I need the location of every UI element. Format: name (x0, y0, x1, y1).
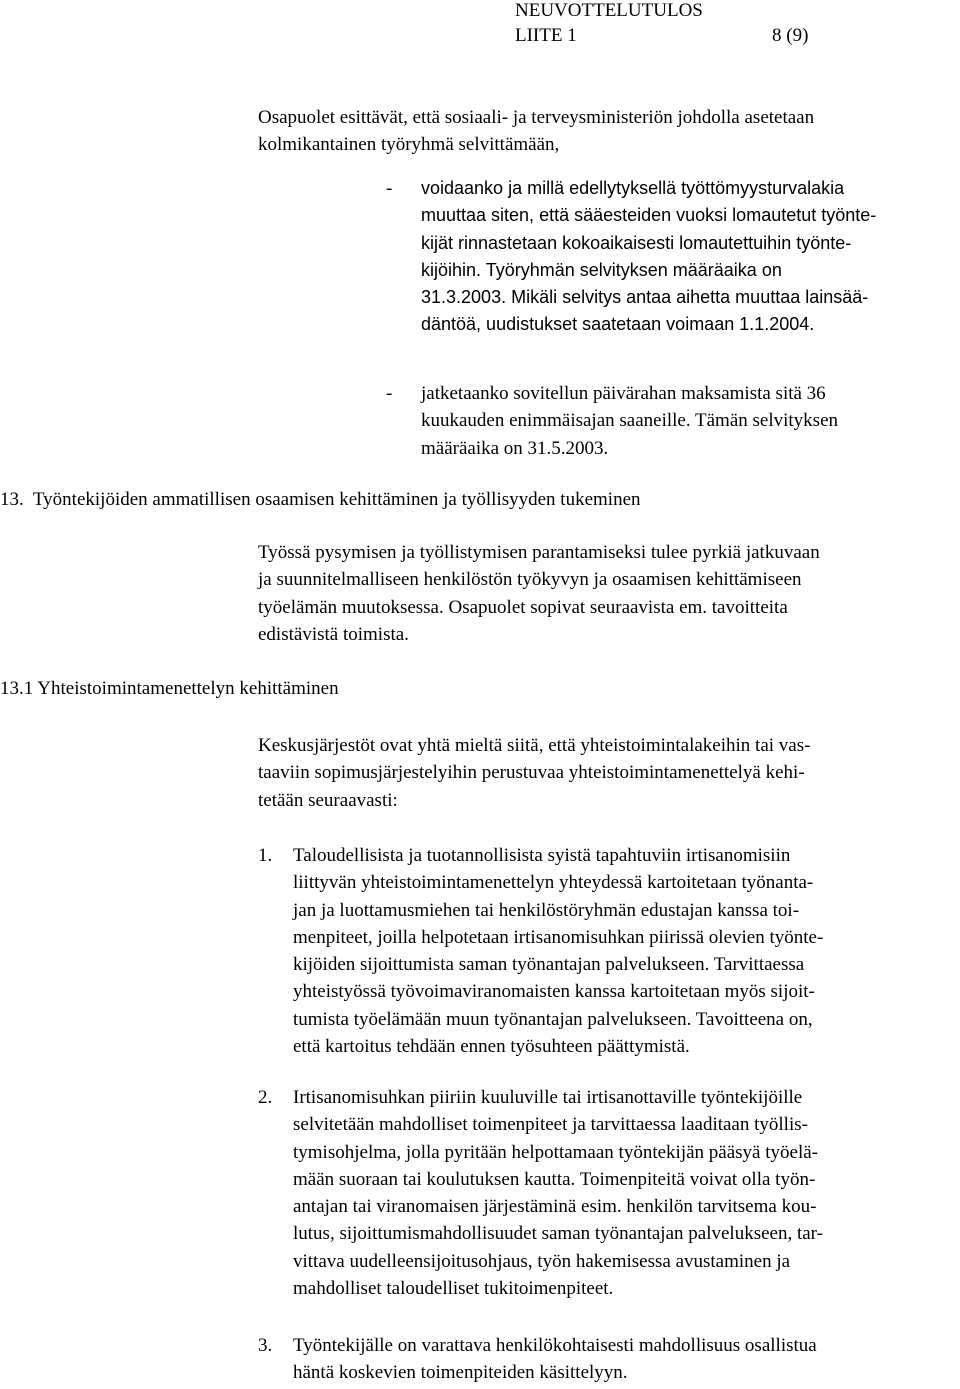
text-line: Työssä pysymisen ja työllistymisen parantamiseksi tulee pyrkiä jatkuvaan (258, 542, 820, 563)
appendix-label: LIITE 1 (515, 25, 577, 46)
text-line: lutus, sijoittumismahdollisuudet saman työnantajan palvelukseen, tar- (293, 1223, 823, 1245)
bullet-text (421, 380, 838, 462)
bullet-text (421, 175, 876, 339)
text-line: että kartoitus tehdään ennen työsuhteen päättymistä. (293, 1036, 690, 1058)
text-line: liittyvän yhteistoimintamenettelyn yhteydessä kartoitetaan työnanta- (293, 872, 814, 894)
text-line: yhteistyössä työvoimaviranomaisten kanssa kartoitetaan myös sijoit- (293, 981, 815, 1003)
text-line: jan ja luottamusmiehen tai henkilöstöryhmän edustajan kanssa toi- (293, 899, 800, 921)
text-line: muuttaa siten, että sääesteiden vuoksi lomautetut työnte- (421, 205, 877, 226)
text-line: kijöihin. Työryhmän selvityksen määräaika on (421, 259, 782, 280)
text-line: mään suoraan tai koulutuksen kautta. Toimenpiteitä voivat olla työn- (293, 1168, 816, 1190)
section-13-1-heading: 13.1 Yhteistoimintamenettelyn kehittäminen (0, 678, 339, 699)
text-line: ja suunnitelmalliseen henkilöstön työkyvyn ja osaamisen kehittämiseen (258, 569, 802, 591)
text-line: menpiteet, joilla helpotetaan irtisanomisuhkan piirissä olevien työnte- (293, 926, 824, 948)
section-13-heading: 13. Työntekijöiden ammatillisen osaamisen kehittäminen ja työllisyyden tukeminen (0, 489, 641, 510)
text-line: Työntekijälle on varattava henkilökohtaisesti mahdollisuus osallistua (293, 1335, 817, 1356)
text-line: 31.3.2003. Mikäli selvitys antaa aihetta muuttaa lainsää- (421, 287, 869, 308)
item-text (293, 1332, 817, 1387)
item-number: 1. (258, 845, 273, 866)
text-line: kijät rinnastetaan kokoaikaisesti lomautettuihin työnte- (421, 232, 852, 253)
text-line: däntöä, uudistukset saatetaan voimaan 1.1.2004. (421, 314, 815, 335)
item-number: 3. (258, 1335, 273, 1356)
intro-paragraph (258, 104, 814, 159)
text-line: mahdolliset taloudelliset tukitoimenpiteet. (293, 1278, 614, 1300)
text-line: jatketaanko sovitellun päivärahan maksamista sitä 36 (421, 383, 826, 404)
text-line: Keskusjärjestöt ovat yhtä mieltä siitä, että yhteistoimintalakeihin tai vas- (258, 735, 811, 756)
bullet-marker: - (386, 178, 393, 199)
text-line: määräaika on 31.5.2003. (421, 437, 609, 459)
text-line: Taloudellisista ja tuotannollisista syistä tapahtuviin irtisanomisiin (293, 845, 791, 866)
text-line: Osapuolet esittävät, että sosiaali- ja terveysministeriön johdolla asetetaan (258, 107, 815, 128)
item-text (293, 842, 823, 1060)
text-line: kuukauden enimmäisajan saaneille. Tämän selvityksen (421, 410, 838, 432)
text-line: voidaanko ja millä edellytyksellä työttömyysturvalakia (421, 178, 845, 198)
text-line: selvitetään mahdolliset toimenpiteet ja tarvittaessa laaditaan työllis- (293, 1114, 808, 1136)
section-13-paragraph (258, 539, 820, 648)
item-text (293, 1084, 823, 1302)
section-13-1-paragraph (258, 732, 810, 814)
text-line: tetään seuraavasti: (258, 789, 398, 811)
text-line: vittava uudelleensijoitusohjaus, työn hakemisessa avustaminen ja (293, 1250, 791, 1272)
document-title: NEUVOTTELUTULOS (515, 0, 703, 21)
text-line: Irtisanomisuhkan piiriin kuuluville tai irtisanottaville työntekijöille (293, 1087, 803, 1108)
text-line: kolmikantainen työryhmä selvittämään, (258, 134, 560, 156)
text-line: antajan tai viranomaisen järjestäminä esim. henkilön tarvitsema kou- (293, 1196, 817, 1218)
text-line: kijöiden sijoittumista saman työnantajan palvelukseen. Tarvittaessa (293, 954, 805, 976)
text-line: taaviin sopimusjärjestelyihin perustuvaa yhteistoimintamenettelyä kehi- (258, 762, 805, 784)
page-number: 8 (9) (772, 25, 809, 46)
bullet-marker: - (386, 383, 393, 404)
text-line: tumista työelämään muun työnantajan palvelukseen. Tavoitteena on, (293, 1008, 813, 1030)
text-line: tymisohjelma, jolla pyritään helpottamaan työntekijän pääsyä työelä- (293, 1141, 818, 1163)
text-line: työelämän muutoksessa. Osapuolet sopivat seuraavista em. tavoitteita (258, 596, 788, 618)
text-line: häntä koskevien toimenpiteiden käsittelyyn. (293, 1362, 628, 1384)
item-number: 2. (258, 1087, 273, 1108)
text-line: edistävistä toimista. (258, 623, 409, 645)
